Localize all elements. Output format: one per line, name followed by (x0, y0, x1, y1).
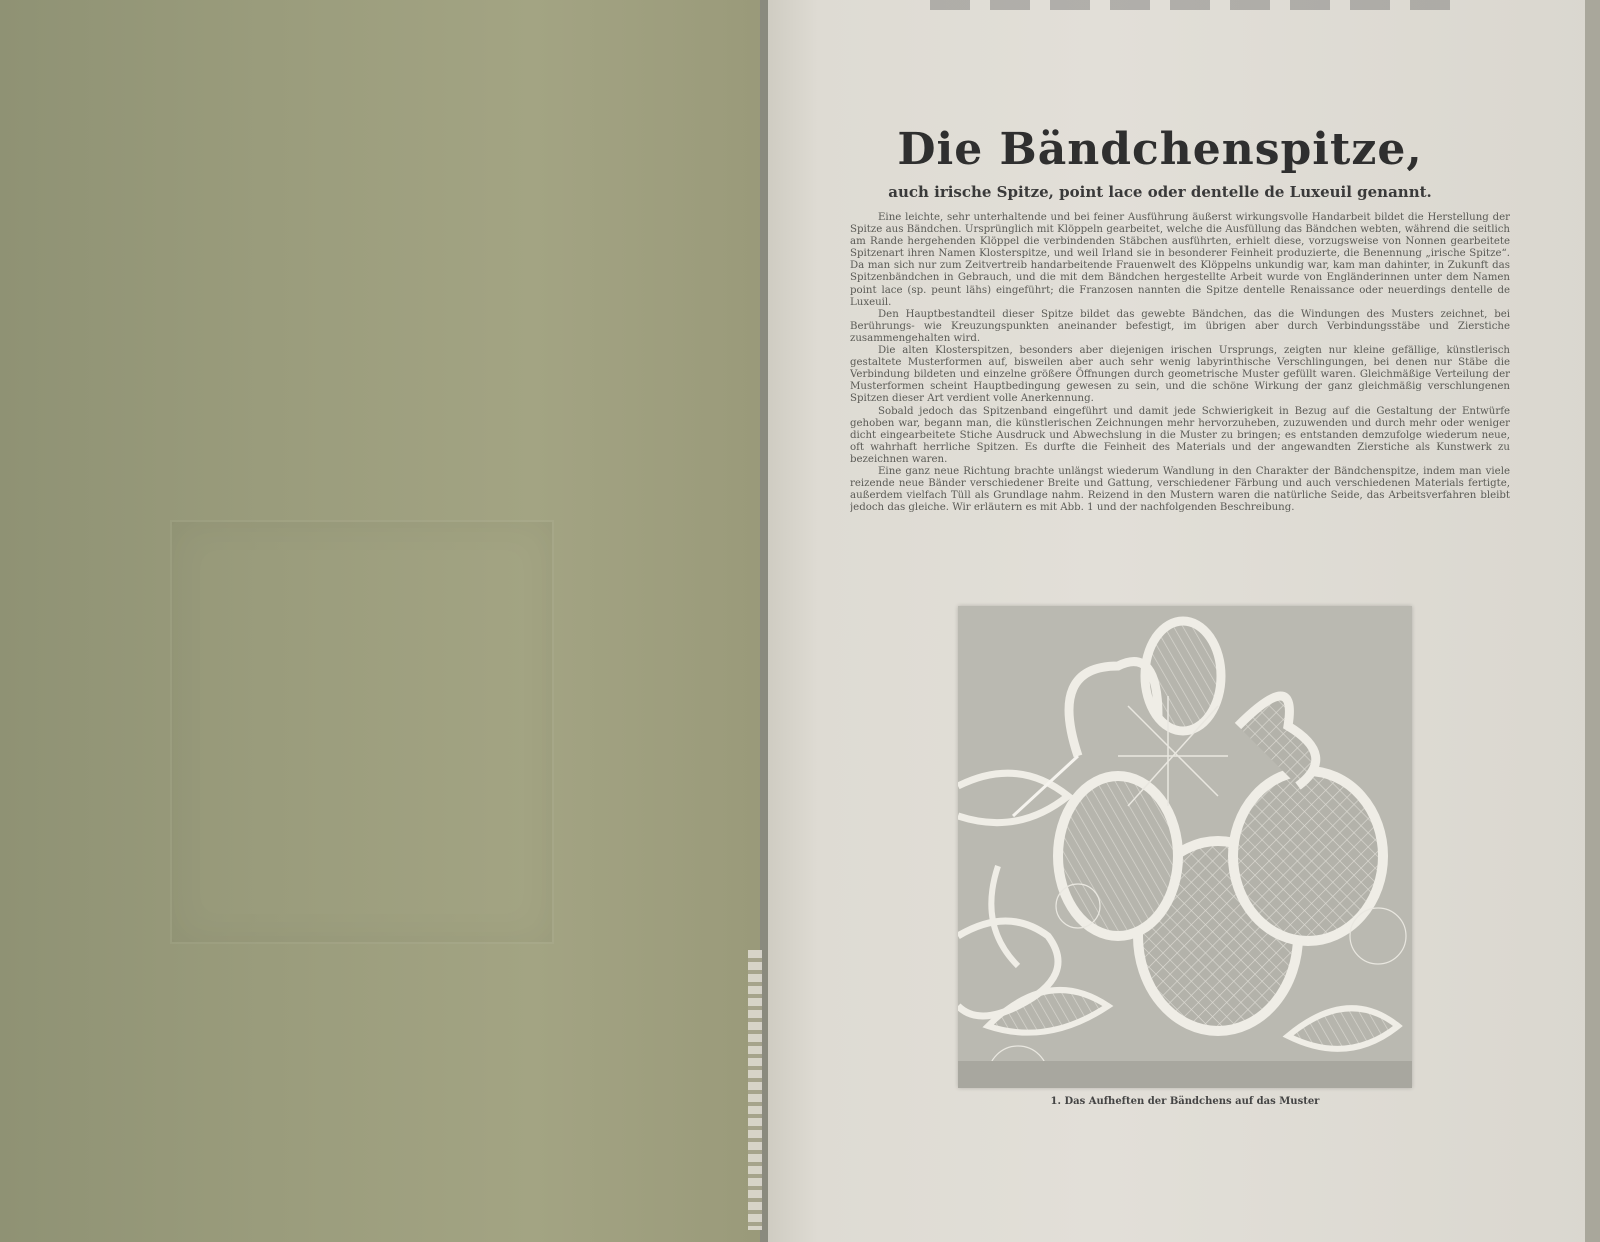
figure-caption: 1. Das Aufheften der Bändchens auf das Muster (1050, 1096, 1320, 1107)
paragraph: Eine leichte, sehr unterhaltende und bei feiner Ausführung äußerst wirkungsvolle Handarbeit bildet die Herstellung der Spitze aus Bändchen. Ursprünglich mit Klöppeln gearbeitet, welche die Ausfüllung das Bändchen webten, während die seitlich am Rande hergehenden Klöppel die verbindenden Stäbchen ausführten, erhielt diese, vorzugsweise von Nonnen gearbeitete Spitzenart ihren Namen Klosterspitze, und weil Irland sie in besonderer Feinheit produzierte, die Benennung „irische Spitze“. Da man sich nur zum Zeitvertreib handarbeitende Frauenwelt des Klöppelns unkundig war, kam man dahinter, in Zukunft das Spitzenbändchen in Gebrauch, und die mit dem Bändchen hergestellte Arbeit wurde von Engländerinnen unter dem Namen point lace (sp. peunt lähs) eingeführt; die Franzosen nannten die Spitze dentelle Renaissance oder neuerdings dentelle de Luxeuil. (850, 212, 1510, 308)
article-body (850, 212, 1510, 600)
paragraph: Sobald jedoch das Spitzenband eingeführt und damit jede Schwierigkeit in Bezug auf die Gestaltung der Entwürfe gehoben war, begann man, die künstlerischen Zeichnungen mehr hervorzuheben, zuzuwenden und durch mehr oder weniger dicht eingearbeitete Stiche Ausdruck und Abwechslung in die Muster zu bringen; es entstanden demzufolge wiederum neue, oft wahrhaft herrliche Spitzen. Es durfte die Feinheit des Materials und der angewandten Zierstiche als Kunstwerk zu bezeichnen waren. (850, 405, 1510, 465)
page-subtitle: auch irische Spitze, point lace oder dentelle de Luxeuil genannt. (888, 183, 1432, 201)
book-cover-inside (0, 0, 760, 1242)
page-title: Die Bändchenspitze, (897, 124, 1423, 175)
paragraph: Die alten Klosterspitzen, besonders aber diejenigen irischen Ursprungs, zeigten nur kleine gefällige, künstlerisch gestaltete Musterformen auf, bisweilen aber auch sehr wenig labyrinthische Verschlingungen, bei denen nur Stäbe die Verbindung bildeten und einzelne größere Öffnungen durch geometrische Muster gefüllt waren. Gleichmäßige Verteilung der Musterformen scheint Hauptbedingung gewesen zu sein, und die schöne Wirkung der ganz gleichmäßig verschlungenen Spitzen dieser Art verdient volle Anerkennung. (850, 345, 1510, 405)
page-edge (1585, 0, 1600, 1242)
paragraph: Eine ganz neue Richtung brachte unlängst wiederum Wandlung in den Charakter der Bändchenspitze, indem man viele reizende neue Bänder verschiedener Breite und Gattung, verschiedener Färbung und auch verschiedenen Materials fertigte, außerdem vielfach Tüll als Grundlage nahm. Reizend in den Mustern waren die natürliche Seide, das Arbeitsverfahren bleibt jedoch das gleiche. Wir erläutern es mit Abb. 1 und der nachfolgenden Beschreibung. (850, 465, 1510, 514)
lace-figure (958, 606, 1412, 1088)
lace-pattern-illustration (958, 606, 1412, 1088)
page-top-strip (930, 0, 1450, 10)
torn-edge (748, 950, 762, 1230)
paragraph: Den Hauptbestandteil dieser Spitze bildet das gewebte Bändchen, das die Windungen des Musters zeichnet, bei Berührungs- wie Kreuzungspunkten aneinander befestigt, im übrigen aber durch Verbindungsstäbe und Zierstiche zusammengehalten wird. (850, 308, 1510, 344)
cover-emboss (170, 520, 554, 944)
